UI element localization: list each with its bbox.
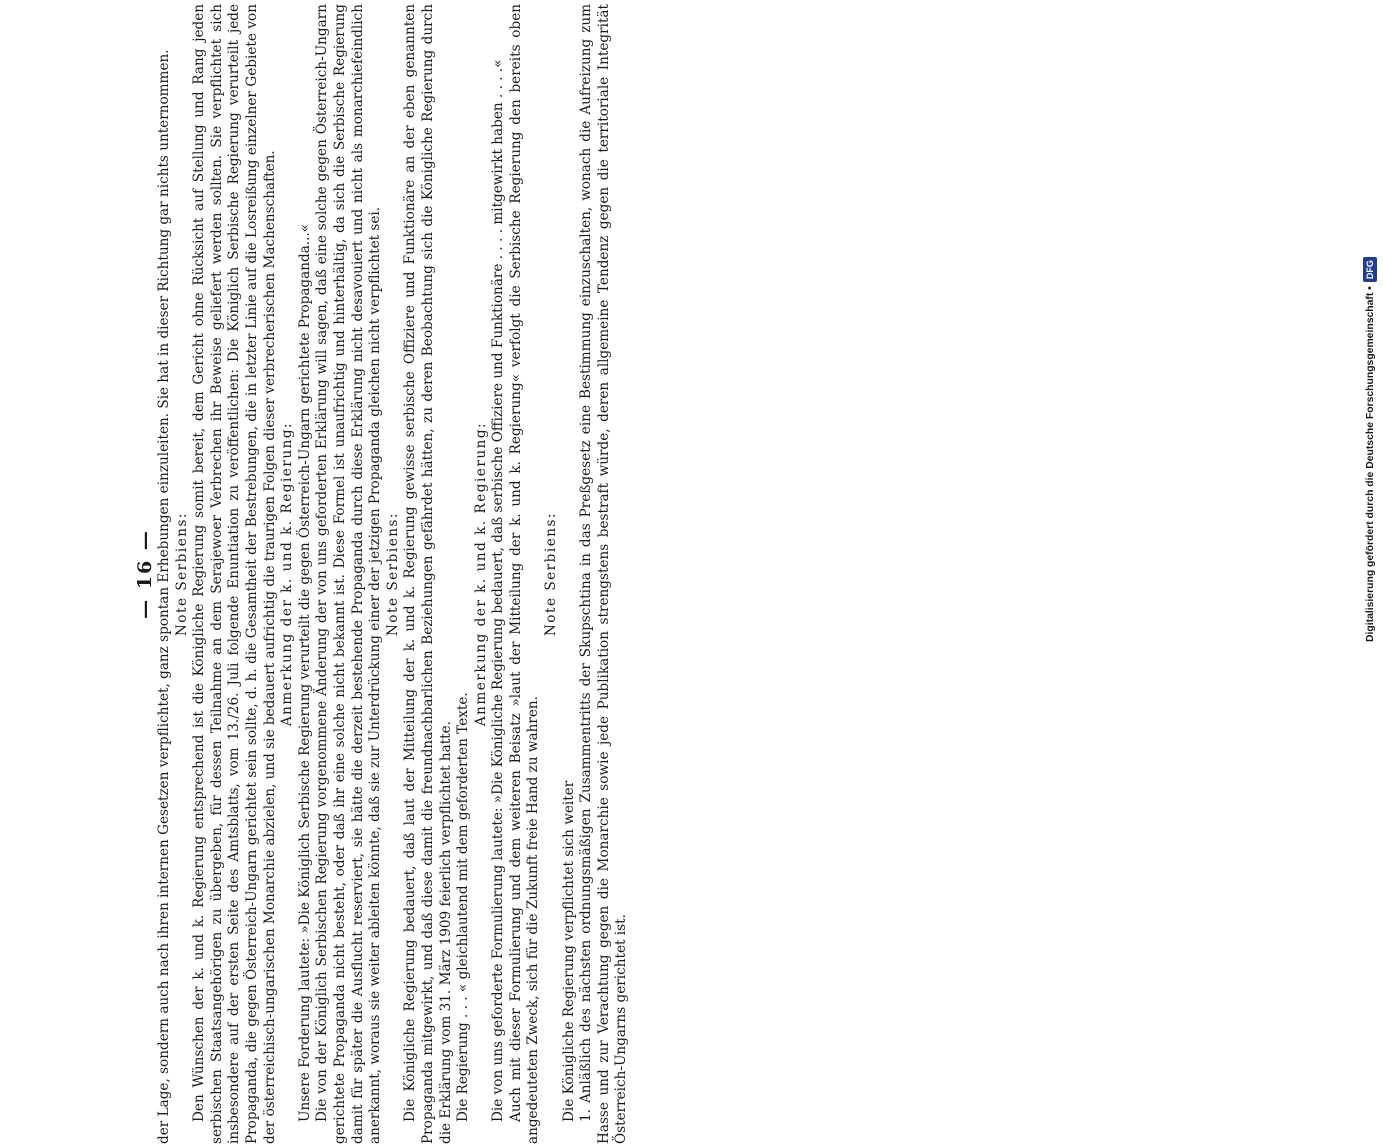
paragraph-10: Die von uns geforderte Formulierung lautete: »Die Königliche Regierung bedauert, daß serbische Offiziere und Funktionäre . . . . mitgewirkt haben . . . .« xyxy=(490,59,507,1122)
credit-text: Digitalisierung gefördert durch die Deutsche Forschungsgemeinschaft • xyxy=(1365,286,1376,642)
document-page xyxy=(130,4,770,1144)
digitization-credit xyxy=(1362,0,1380,642)
paragraph-13: Die Königliche Regierung verpflichtet sich weiter xyxy=(560,780,577,1122)
paragraph-5: Die von der Königlich Serbischen Regierung vorgenommene Änderung der von uns geforderten Erklärung will sagen, daß eine solche gegen Österreich-Ungarn gerichtete Propaganda nicht besteht, oder daß ihr eine solche nicht bekannt ist. Diese Formel ist unaufrichtig und hinterhältig, da sich die Serbische Regierung damit für später die Ausflucht reserviert, sie hätte die derzeit bestehende Propaganda durch diese Erklärung nicht desavouiert und nicht als monarchiefeindlich anerkannt, woraus sie weiter ableiten könnte, daß sie zur Unterdrückung einer der jetzigen Propaganda gleichen nicht verpflichtet sei. xyxy=(314,4,384,1144)
paragraph-0: der Lage, sondern auch nach ihren internen Gesetzen verpflichtet, ganz spontan Erhebungen einzuleiten. Sie hat in dieser Richtung gar nichts unternommen. xyxy=(156,49,172,1144)
section-heading-0: Note Serbiens: xyxy=(173,511,190,637)
paragraph-2: Den Wünschen der k. und k. Regierung entsprechend ist die Königliche Regierung somit bereit, dem Gericht ohne Rücksicht auf Stellung und Rang jeden serbischen Staatsangehörigen zu übergeben, für dessen Teilnahme an dem Serajewoer Verbrechen ihr Beweise geliefert werden sollten. Sie verpflichtet sich insbesondere auf der ersten Seite des Amtsblatts, vom 13./26. Juli folgende Enuntiation zu veröffentlichen: Die Königlich Serbische Regierung verurteilt jede Propaganda, die gegen Österreich-Ungarn gerichtet sein sollte, d. h. die Gesamtheit der Bestrebungen, die in letzter Linie auf die Losreißung einzelner Gebiete von der österreichisch-ungarischen Monarchie abzielen, und sie bedauert aufrichtig die traurigen Folgen dieser verbrecherischen Machenschaften. xyxy=(191,4,278,1144)
document-page-content xyxy=(130,4,770,1144)
section-heading-3: Anmerkung der k. und k. Regierung: xyxy=(472,421,489,727)
section-heading-4: Note Serbiens: xyxy=(543,511,560,637)
paragraph-11: Auch mit dieser Formulierung und dem weiteren Beisatz »laut der Mitteilung der k. und k. Regierung« verfolgt die Serbische Regierung den bereits oben angedeuteten Zweck, sich für die Zukunft freie Hand zu wahren. xyxy=(507,4,542,1144)
section-heading-1: Anmerkung der k. und k. Regierung: xyxy=(279,421,296,727)
paragraph-14: 1. Anläßlich des nächsten ordnungsmäßigen Zusammentritts der Skupschtina in das Preßgesetz eine Bestimmung einzuschalten, wonach die Aufreizung zum Hasse und zur Verachtung gegen die Monarchie sowie jede Publikation strengstens bestraft würde, deren allgemeine Tendenz gegen die territoriale Integrität Österreich-Ungarns gerichtet ist. xyxy=(578,4,630,1144)
document-body xyxy=(156,4,631,1144)
section-heading-2: Note Serbiens: xyxy=(384,511,401,637)
dfg-logo: DFG xyxy=(1363,257,1377,282)
paragraph-4: Unsere Forderung lautete: »Die Königlich Serbische Regierung verurteilt die gegen Österreich-Ungarn gerichtete Propaganda...« xyxy=(296,223,313,1122)
paragraph-8: Die Regierung . . . « gleichlautend mit dem geforderten Texte. xyxy=(455,692,472,1122)
digitization-credit-strip xyxy=(1359,0,1383,1000)
paragraph-7: Die Königliche Regierung bedauert, daß laut der Mitteilung der k. und k. Regierung gewisse serbische Offiziere und Funktionäre an der eben genannten Propaganda mitgewirkt, und daß diese damit die freundnachbarlichen Beziehungen gefährdet hätten, zu deren Beobachtung sich die Königliche Regierung durch die Erklärung vom 31. März 1909 feierlich verpflichtet hatte. xyxy=(402,4,454,1144)
page-number: — 16 — xyxy=(134,529,156,619)
